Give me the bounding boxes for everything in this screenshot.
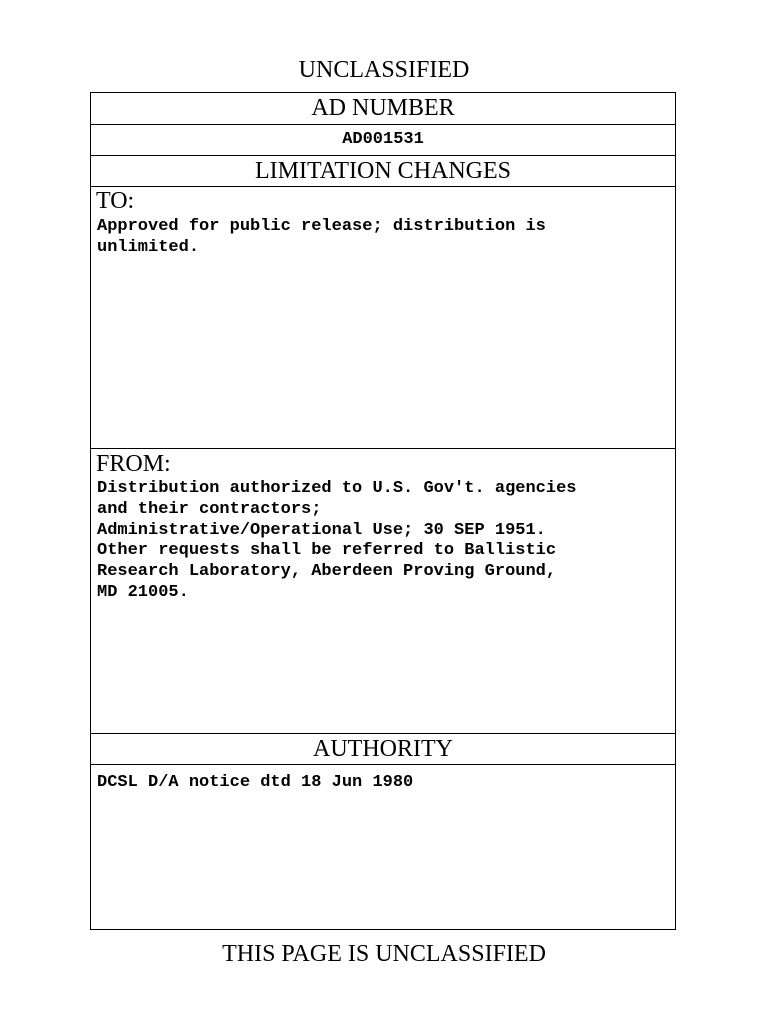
ad-number-heading: AD NUMBER: [91, 93, 675, 125]
from-label: FROM:: [96, 451, 171, 477]
ad-number-value: AD001531: [91, 125, 675, 156]
top-classification-marking: UNCLASSIFIED: [298, 57, 470, 83]
from-section: [91, 449, 675, 734]
authority-text: DCSL D/A notice dtd 18 Jun 1980: [97, 773, 414, 792]
from-text: Distribution authorized to U.S. Gov't. agencies and their contractors; Administrative/Operational Use; 30 SEP 1951. Other requests shall be referred to Ballistic Research Laboratory, Aberdeen Proving Ground, MD 21005.: [97, 479, 577, 602]
to-text: Approved for public release; distribution is unlimited.: [97, 217, 546, 257]
document-control-form: [90, 92, 676, 930]
authority-heading: AUTHORITY: [91, 734, 675, 765]
bottom-classification-marking: THIS PAGE IS UNCLASSIFIED: [222, 941, 546, 967]
to-section: [91, 187, 675, 449]
to-label: TO:: [96, 188, 135, 214]
limitation-changes-heading: LIMITATION CHANGES: [91, 156, 675, 187]
authority-section: [91, 765, 675, 929]
